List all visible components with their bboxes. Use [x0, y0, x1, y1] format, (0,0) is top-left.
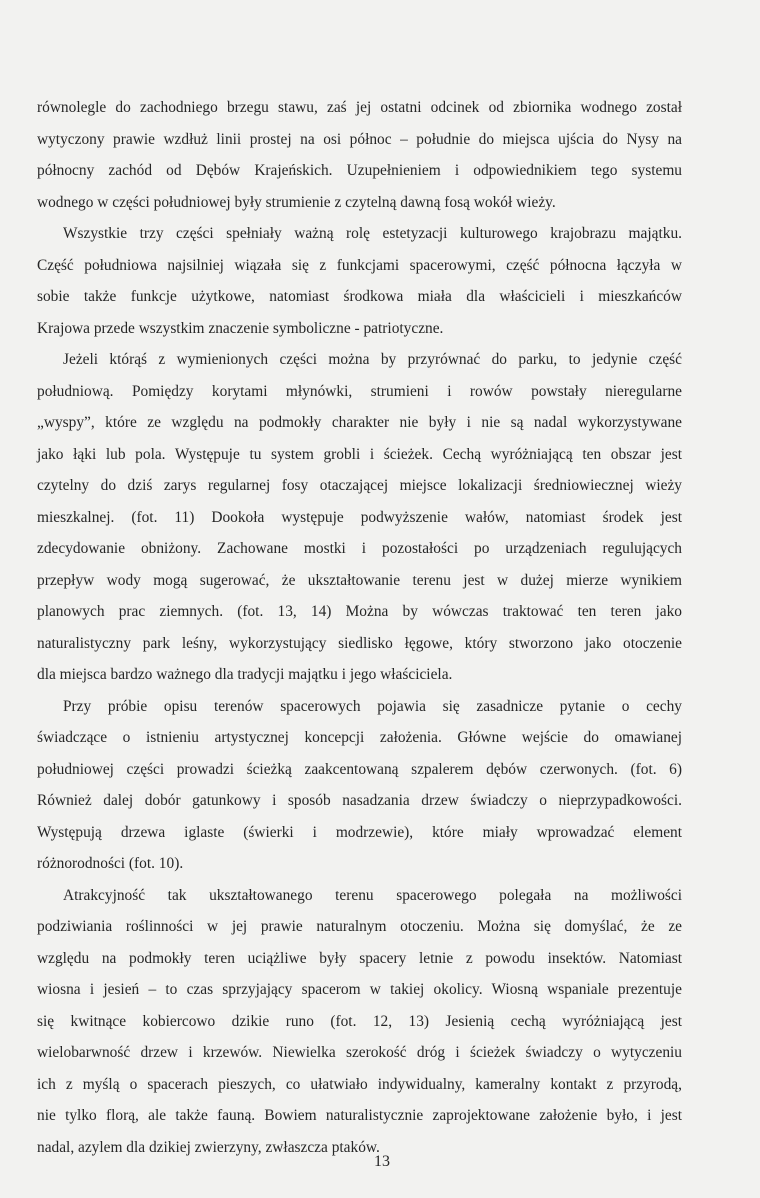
- text-line: względu na podmokły teren uciążliwe były spacery letnie z powodu insektów. Natomiast: [37, 949, 682, 967]
- text-line: Występują drzewa iglaste (świerki i modrzewie), które miały wprowadzać element: [37, 823, 682, 841]
- text-line: czytelny do dziś zarys regularnej fosy otaczającej miejsce lokalizacji średniowiecznej wieży: [37, 477, 682, 494]
- text-line: Wszystkie trzy części spełniały ważną rolę estetyzacji kulturowego krajobrazu majątku.: [63, 225, 682, 242]
- text-line: planowych prac ziemnych. (fot. 13, 14) Można by wówczas traktować ten teren jako: [37, 603, 682, 620]
- text-line: Przy próbie opisu terenów spacerowych pojawia się zasadnicze pytanie o cechy: [63, 697, 682, 715]
- text-line: wytyczony prawie wzdłuż linii prostej na osi północ – południe do miejsca ujścia do Nysy na: [37, 130, 682, 148]
- text-line: różnorodności (fot. 10).: [37, 855, 184, 872]
- text-line: Krajowa przede wszystkim znaczenie symboliczne - patriotyczne.: [37, 319, 444, 337]
- page-number: 13: [374, 1153, 390, 1170]
- text-line: południowej części prowadzi ścieżką zaakcentowaną szpalerem dębów czerwonych. (fot. 6): [37, 760, 682, 778]
- text-line: jako łąki lub pola. Występuje tu system grobli i ścieżek. Cechą wyróżniającą ten obszar jest: [37, 445, 682, 463]
- text-line: Również dalej dobór gatunkowy i sposób nasadzania drzew świadczy o nieprzypadkowości.: [37, 792, 682, 809]
- text-line: sobie także funkcje użytkowe, natomiast środkowa miała dla właścicieli i mieszkańców: [37, 288, 682, 305]
- text-line: „wyspy”, które ze względu na podmokły charakter nie były i nie są nadal wykorzystywane: [37, 414, 682, 431]
- text-line: mieszkalnej. (fot. 11) Dookoła występuje podwyższenie wałów, natomiast środek jest: [37, 508, 682, 526]
- text-line: Część południowa najsilniej wiązała się z funkcjami spacerowymi, część północna łączyła w: [37, 256, 682, 274]
- text-line: przepływ wody mogą sugerować, że ukształtowanie terenu jest w dużej mierze wynikiem: [37, 571, 682, 589]
- text-line: północny zachód od Dębów Krajeńskich. Uzupełnieniem i odpowiednikiem tego systemu: [37, 162, 682, 179]
- text-line: nie tylko florą, ale także fauną. Bowiem naturalistycznie zaprojektowane założenie było, i jest: [37, 1107, 682, 1124]
- paragraph-4: [37, 691, 682, 880]
- text-line: dla miejsca bardzo ważnego dla tradycji majątku i jego właściciela.: [37, 666, 453, 683]
- text-line: nadal, azylem dla dzikiej zwierzyny, zwłaszcza ptaków.: [37, 1138, 380, 1156]
- text-line: równolegle do zachodniego brzegu stawu, zaś jej ostatni odcinek od zbiornika wodnego został: [37, 99, 682, 116]
- body-text: [37, 92, 682, 1163]
- text-line: ich z myślą o spacerach pieszych, co ułatwiało indywidualny, kameralny kontakt z przyrodą,: [37, 1075, 682, 1093]
- text-line: się kwitnące kobiercowo dzikie runo (fot. 12, 13) Jesienią cechą wyróżniającą jest: [37, 1012, 682, 1030]
- paragraph-5: [37, 880, 682, 1164]
- text-line: wiosna i jesień – to czas sprzyjający spacerom w takiej okolicy. Wiosną wspaniale prezentuje: [37, 981, 682, 998]
- text-line: Atrakcyjność tak ukształtowanego terenu spacerowego polegała na możliwości: [63, 886, 682, 904]
- text-line: południową. Pomiędzy korytami młynówki, strumieni i rowów powstały nieregularne: [37, 382, 682, 400]
- paragraph-2: [37, 218, 682, 344]
- text-line: naturalistyczny park leśny, wykorzystujący siedlisko łęgowe, który stworzono jako otoczenie: [37, 634, 682, 652]
- text-line: Jeżeli którąś z wymienionych części można by przyrównać do parku, to jedynie część: [63, 351, 682, 368]
- text-line: wodnego w części południowej były strumienie z czytelną dawną fosą wokół wieży.: [37, 193, 556, 211]
- text-line: podziwiania roślinności w jej prawie naturalnym otoczeniu. Można się domyślać, że ze: [37, 918, 682, 935]
- text-line: zdecydowanie obniżony. Zachowane mostki i pozostałości po urządzeniach regulujących: [37, 540, 682, 557]
- paragraph-1: [37, 92, 682, 218]
- text-line: wielobarwność drzew i krzewów. Niewielka szerokość dróg i ścieżek świadczy o wytyczeniu: [37, 1044, 682, 1061]
- text-line: świadczące o istnieniu artystycznej koncepcji założenia. Główne wejście do omawianej: [37, 729, 682, 746]
- paragraph-3: [37, 344, 682, 691]
